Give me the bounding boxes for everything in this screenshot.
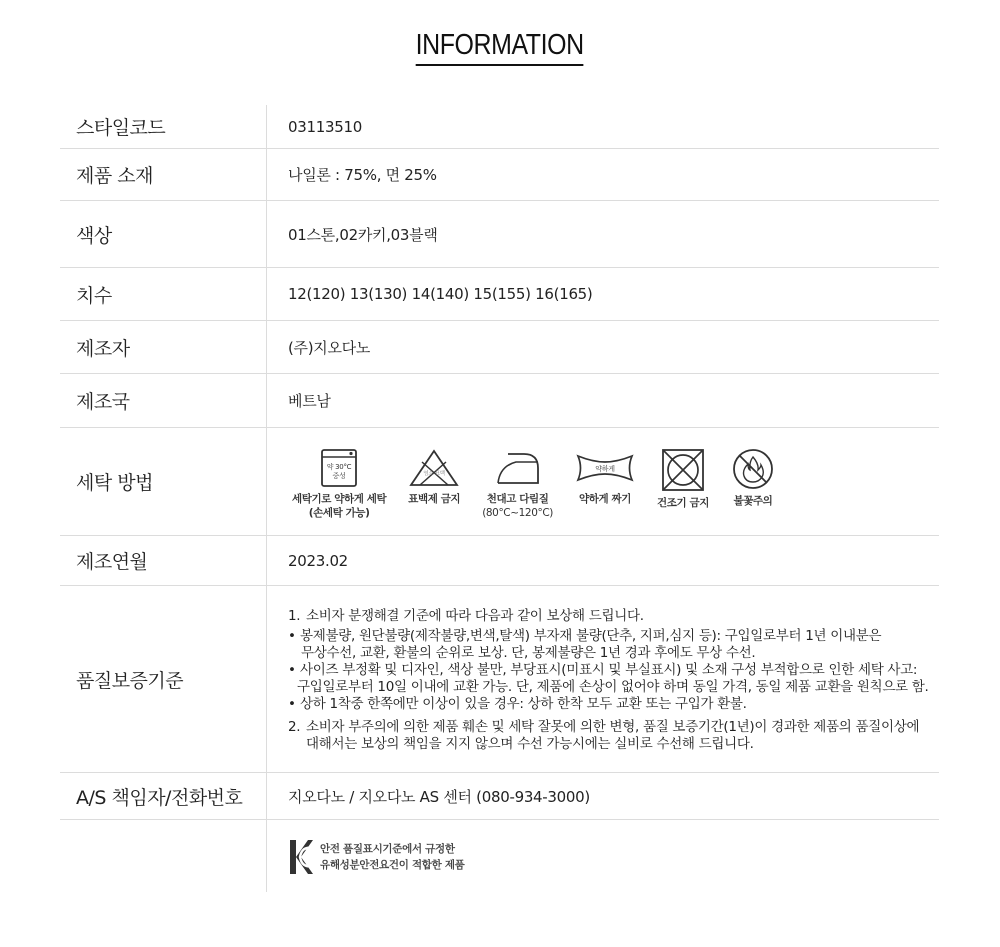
machine-neutral-text: 중성 xyxy=(332,471,346,480)
row-mfg-date xyxy=(60,536,939,586)
label-material: 제품 소재 xyxy=(60,149,267,200)
label-kc-empty xyxy=(60,820,267,892)
quality-bullet: • 봉제불량, 원단불량(제작불량,변색,탈색) 부자재 불량(단추, 지퍼,심지 등): 구입일로부터 1년 이내분은 무상수선, 교환, 환불의 순위로 보상. 단, 봉제불량은 1년 경과 후에도 무상 수선. xyxy=(288,627,882,661)
kc-mark-icon xyxy=(288,838,314,876)
row-country xyxy=(60,374,939,428)
wash-icons xyxy=(288,444,797,520)
quality-bullet-1-line2: 무상수선, 교환, 환불의 순위로 보상. 단, 봉제불량은 1년 경과 후에도 무상 수선. xyxy=(301,644,756,661)
value-color: 01스톤,02카키,03블랙 xyxy=(288,225,438,244)
row-style-code xyxy=(60,105,939,149)
value-as: 지오다노 / 지오다노 AS 센터 (080-934-3000) xyxy=(288,787,590,806)
label-color: 색상 xyxy=(60,201,267,267)
quality-bullet-2-line2: 구입일로부터 10일 이내에 교환 가능. 단, 제품에 손상이 없어야 하며 동일 가격, 동일 제품 교환을 원칙으로 함. xyxy=(297,678,929,695)
quality-bullets xyxy=(288,628,929,713)
quality-item-2-line1: 소비자 부주의에 의한 제품 훼손 및 세탁 잘못에 의한 변형, 품질 보증기간(1년)이 경과한 제품의 품질이상에 xyxy=(306,718,920,735)
wash-caption-fire xyxy=(733,494,772,508)
no-fire-icon xyxy=(731,448,775,490)
quality-bullet: • 상하 1착중 한쪽에만 이상이 있을 경우: 상하 한착 모두 교환 또는 구입가 환불. xyxy=(288,695,747,712)
wash-caption-machine-2: (손세탁 가능) xyxy=(308,506,370,519)
quality-item-2-line2: 대해서는 보상의 책임을 지지 않으며 수선 가능시에는 실비로 수선해 드립니다. xyxy=(306,735,754,752)
kc-text xyxy=(320,841,465,873)
title-wrap xyxy=(0,28,1000,66)
wash-caption-iron xyxy=(482,492,553,520)
page-title: INFORMATION xyxy=(416,28,584,66)
wash-caption-iron-1: 천대고 다림질 xyxy=(486,492,549,505)
wring-inner-text: 약하게 xyxy=(595,464,615,473)
value-quality xyxy=(267,586,939,772)
wash-caption-wring-1: 약하게 짜기 xyxy=(578,492,631,505)
value-size: 12(120) 13(130) 14(140) 15(155) 16(165) xyxy=(288,285,593,303)
wash-caption-iron-2: (80°C~120°C) xyxy=(482,506,553,519)
value-washing xyxy=(267,428,939,535)
row-maker xyxy=(60,321,939,374)
quality-item-2-num: 2. xyxy=(288,718,301,735)
bleach-inner-text: 염소 표백 xyxy=(423,470,445,477)
wash-caption-bleach xyxy=(408,492,460,506)
quality-bullet-2-line1: 사이즈 부정확 및 디자인, 색상 불만, 부당표시(미표시 및 부실표시) 및 소재 구성 부적합으로 인한 세탁 사고: xyxy=(300,661,918,678)
row-as xyxy=(60,773,939,820)
no-tumble-dry-icon xyxy=(660,448,706,492)
quality-item-1-num: 1. xyxy=(288,607,301,624)
kc-text-line1: 안전 품질표시기준에서 규정한 xyxy=(320,843,455,855)
row-size xyxy=(60,268,939,321)
label-mfg-date: 제조연월 xyxy=(60,536,267,585)
wash-caption-machine xyxy=(292,492,386,520)
quality-bullet-1-line1: 봉제불량, 원단불량(제작불량,변색,탈색) 부자재 불량(단추, 지퍼,심지 등): 구입일로부터 1년 이내분은 xyxy=(300,627,882,644)
value-maker: (주)지오다노 xyxy=(288,338,371,357)
wash-caption-bleach-1: 표백제 금지 xyxy=(408,492,461,505)
label-maker: 제조자 xyxy=(60,321,267,373)
label-washing: 세탁 방법 xyxy=(60,428,267,535)
wash-caption-wring xyxy=(579,492,631,506)
wring-gently-icon xyxy=(575,448,635,488)
label-style-code: 스타일코드 xyxy=(60,105,267,148)
quality-bullet-3-line1: 상하 1착중 한쪽에만 이상이 있을 경우: 상하 한착 모두 교환 또는 구입가 환불. xyxy=(300,695,747,712)
info-table xyxy=(60,105,939,892)
quality-item-1 xyxy=(288,608,929,625)
value-country: 베트남 xyxy=(288,392,331,410)
no-bleach-icon xyxy=(408,448,460,488)
quality-item-1-text: 소비자 분쟁해결 기준에 따라 다음과 같이 보상해 드립니다. xyxy=(306,607,644,624)
wash-caption-dryer-1: 건조기 금지 xyxy=(656,496,709,509)
wash-item-wring xyxy=(575,448,635,506)
value-kc xyxy=(267,820,939,892)
wash-item-fire xyxy=(731,448,775,508)
label-size: 치수 xyxy=(60,268,267,320)
kc-text-line2: 유해성분안전요건이 적합한 제품 xyxy=(320,859,465,871)
row-color xyxy=(60,201,939,268)
quality-text xyxy=(288,606,929,753)
wash-caption-dryer xyxy=(657,496,709,510)
wash-caption-machine-1: 세탁기로 약하게 세탁 xyxy=(292,492,387,505)
value-style-code: 03113510 xyxy=(288,117,362,136)
iron-icon xyxy=(494,448,542,488)
row-washing xyxy=(60,428,939,536)
value-mfg-date: 2023.02 xyxy=(288,551,348,570)
wash-item-bleach xyxy=(408,448,460,506)
wash-item-machine xyxy=(292,448,386,520)
quality-bullet: • 사이즈 부정확 및 디자인, 색상 불만, 부당표시(미표시 및 부실표시) 및 소재 구성 부적합으로 인한 세탁 사고: 구입일로부터 10일 이내에 교환 가능. 단, 제품에 손상이 없어야 하며 동일 가격, 동일 제품 교환을 원칙으로 함. xyxy=(288,661,929,695)
wash-caption-fire-1: 불꽃주의 xyxy=(733,494,773,507)
wash-item-iron xyxy=(482,448,553,520)
label-quality: 품질보증기준 xyxy=(60,586,267,772)
row-material xyxy=(60,149,939,201)
kc-mark-wrap xyxy=(288,838,465,876)
value-material: 나일론 : 75%, 면 25% xyxy=(288,166,437,184)
machine-temp-text: 약 30°C xyxy=(326,462,352,471)
quality-item-2 xyxy=(288,719,929,753)
row-quality xyxy=(60,586,939,773)
washing-machine-icon xyxy=(320,448,358,488)
row-kc xyxy=(60,820,939,892)
wash-item-dryer xyxy=(657,448,709,510)
label-as: A/S 책임자/전화번호 xyxy=(60,773,267,819)
label-country: 제조국 xyxy=(60,374,267,427)
